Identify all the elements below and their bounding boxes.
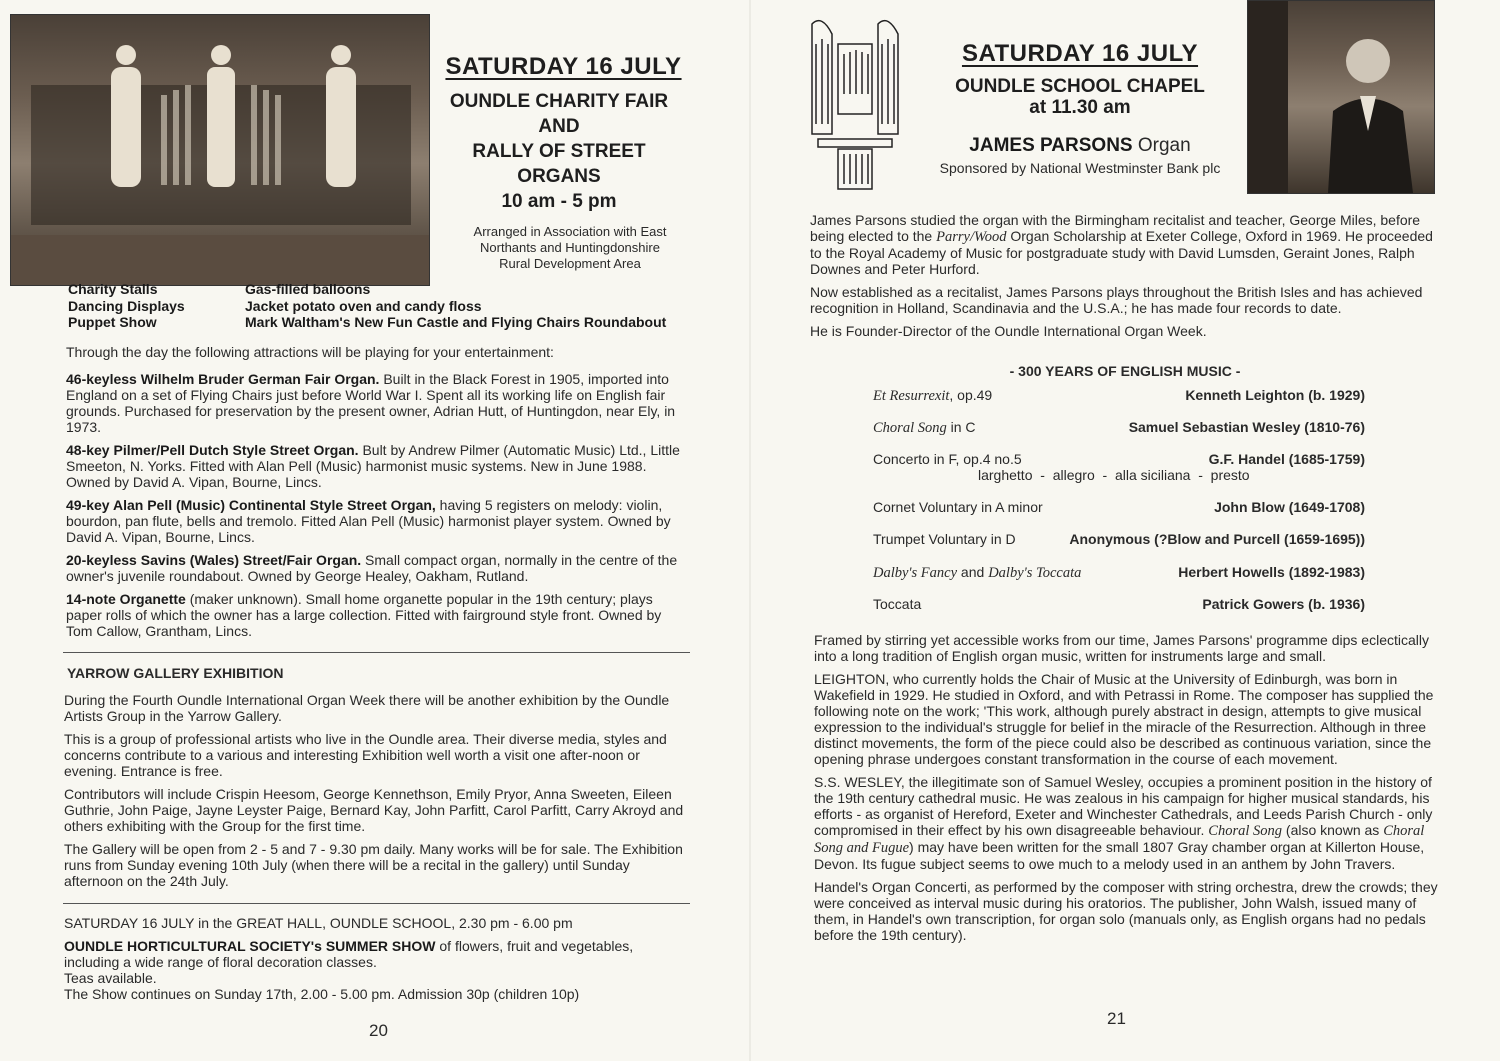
street-organ-photo — [10, 14, 430, 286]
title-line: AND — [538, 116, 580, 137]
venue-line: OUNDLE SCHOOL CHAPEL — [955, 76, 1205, 97]
performer-instrument: Organ — [1132, 135, 1191, 156]
show-text: of flowers, fruit and vegetables, including a wide range of floral decoration classes. — [64, 938, 634, 970]
teas-note: Teas available. — [64, 970, 157, 986]
show-description — [64, 938, 690, 970]
notes-text: (also known as — [1282, 822, 1384, 838]
section-divider — [63, 652, 690, 653]
attraction-item: Dancing Displays — [68, 297, 185, 314]
organ-name: 46-keyless Wilhelm Bruder German Fair Organ. — [66, 371, 380, 387]
work-title: Dalby's Toccata — [988, 565, 1082, 581]
bio-paragraph: He is Founder-Director of the Oundle International Organ Week. — [810, 323, 1207, 339]
work-title: Choral Song — [873, 420, 947, 436]
scholarship-name: Parry/Wood — [936, 229, 1007, 245]
organ-entry — [66, 591, 690, 639]
work-title: Concerto in F, op.4 no.5 — [873, 451, 1022, 467]
page-number: 20 — [369, 1021, 388, 1040]
venue-title — [930, 76, 1230, 118]
organ-entry — [66, 371, 690, 435]
left-date-heading: SATURDAY 16 JULY — [445, 53, 682, 80]
performer-photo — [1247, 0, 1435, 194]
work-title: Choral Song — [1208, 823, 1283, 839]
arranged-line: Northants and Huntingdonshire — [480, 240, 660, 255]
organ-entry — [66, 442, 690, 490]
section-divider — [63, 903, 690, 904]
work-title: Trumpet Voluntary in D — [873, 531, 1016, 547]
movements: larghetto - allegro - alla siciliana - presto — [978, 467, 1250, 483]
arranged-line: Rural Development Area — [499, 256, 641, 271]
yarrow-paragraph: This is a group of professional artists who live in the Oundle area. Their diverse media, styles and concerns contribute to a various and interesting Exhibition well worth a visit one after-noon or evening. Entrance is free. — [64, 731, 667, 779]
title-line: OUNDLE CHARITY FAIR — [449, 91, 669, 112]
title-line: RALLY OF STREET — [472, 141, 646, 162]
organ-case-drawing — [808, 14, 902, 192]
attraction-item: Mark Waltham's New Fun Castle and Flying Chairs Roundabout — [245, 314, 667, 330]
composer: Anonymous (?Blow and Purcell (1659-1695)) — [1069, 531, 1365, 547]
performer-name: JAMES PARSONS — [969, 135, 1133, 156]
street-organ-illustration — [11, 15, 429, 285]
right-date-heading: SATURDAY 16 JULY — [961, 40, 1199, 67]
programme-title: - 300 YEARS OF ENGLISH MUSIC - — [1009, 363, 1241, 379]
work-title-joiner: and — [957, 564, 989, 580]
organ-name: 20-keyless Savins (Wales) Street/Fair Organ. — [66, 552, 362, 568]
page-spine — [749, 0, 751, 1061]
horticultural-section — [64, 915, 690, 1002]
arranged-line: Arranged in Association with East — [473, 224, 667, 239]
work-title: Cornet Voluntary in A minor — [873, 499, 1043, 515]
organ-entry — [66, 497, 690, 545]
attractions-column-1 — [68, 281, 185, 331]
title-line: ORGANS — [517, 166, 601, 187]
composer: John Blow (1649-1708) — [1214, 499, 1365, 515]
attraction-item: Charity Stalls — [68, 281, 158, 297]
arranged-note — [445, 224, 695, 272]
attraction-item: Puppet Show — [68, 314, 157, 330]
organ-pipes-icon — [808, 14, 902, 192]
composer: Samuel Sebastian Wesley (1810-76) — [1128, 419, 1365, 435]
attractions-column-2 — [245, 281, 666, 331]
organ-description: Built in the Black Forest in 1905, imported into England on a set of Flying Chairs just before World War I. Spent all its working life on English fair grounds. Purchased for preservation by the present owner, Adrian Hutt, of Huntingdon, near Ely, in 1973. — [66, 371, 676, 435]
organ-entry — [66, 552, 690, 584]
organ-name: 49-key Alan Pell (Music) Continental Style Street Organ, — [66, 497, 436, 513]
bio-text: Organ Scholarship at Exeter College, Oxford in 1969. He proceeded to the Royal Academy of Music for postgraduate study with David Lumsden, Geraint Jones, Ralph Downes and Peter Hurford. — [810, 228, 1433, 277]
yarrow-section — [64, 692, 690, 896]
organ-description: Small compact organ, normally in the centre of the owner's juvenile roundabout. Owned by George Healey, Oakham, Rutland. — [66, 552, 678, 584]
venue-time: at 11.30 am — [1029, 97, 1131, 118]
show-name: OUNDLE HORTICULTURAL SOCIETY's SUMMER SHOW — [64, 938, 436, 954]
work-title: Choral Song and Fugue — [814, 823, 1425, 856]
composer: G.F. Handel (1685-1759) — [1208, 451, 1365, 467]
programme-item — [873, 451, 1365, 483]
programme-notes — [814, 632, 1439, 950]
notes-paragraph: LEIGHTON, who currently holds the Chair of Music at the University of Edinburgh, was born in Wakefield in 1929. He studied in Oxford, and with Petrassi in Rome. The composer has supplied the following note on the work; 'This work, although purely abstract in design, attempts to give musical expression to the individual's struggle for belief in the miracle of the Resurrection. Although in three distinct movements, the form of the piece could also be described as continuous variation, since the opening phrase undergoes constant transformation in the course of each movement. — [814, 671, 1434, 767]
work-title-suffix: , op.49 — [949, 387, 993, 403]
notes-text: ) may have been written for the small 1807 Gray chamber organ at Killerton House, Devon. Its fugue subject seems to owe much to a melody used in an anthem by John Travers. — [814, 839, 1425, 872]
page-number: 21 — [1107, 1009, 1126, 1028]
bio-paragraph — [810, 212, 1440, 277]
work-title-suffix: in C — [946, 419, 976, 435]
organ-description: (maker unknown). Small home organette popular in the 19th century; plays paper rolls of which the owner has a large collection. Fitted with fairground style front. Owned by Tom Callow, Grantham, Lincs. — [66, 591, 662, 639]
attraction-item: Jacket potato oven and candy floss — [245, 297, 482, 314]
composer: Kenneth Leighton (b. 1929) — [1185, 387, 1365, 403]
attraction-item: Gas-filled balloons — [245, 281, 371, 297]
yarrow-paragraph: During the Fourth Oundle International Organ Week there will be another exhibition by the Oundle Artists Group in the Yarrow Gallery. — [64, 692, 670, 724]
work-title: Dalby's Fancy — [873, 565, 958, 581]
organ-name: 48-key Pilmer/Pell Dutch Style Street Organ. — [66, 442, 359, 458]
event-time: 10 am - 5 pm — [501, 191, 617, 212]
organs-section — [66, 344, 690, 646]
sponsor: Sponsored by National Westminster Bank plc — [939, 160, 1221, 176]
yarrow-paragraph: Contributors will include Crispin Heesom, George Kennethson, Emily Pryor, Anna Sweeten, Eileen Guthrie, John Paige, Jayne Leyster Paige, Bernard Kay, John Parfitt, Carol Parfitt, Carry Akroyd and others exhibiting with the Group for the first time. — [64, 786, 684, 834]
notes-paragraph: Handel's Organ Concerti, as performed by the composer with string orchestra, drew the crowds; they were conceived as interval music during his oratorios. The publisher, John Walsh, issued many of them, in Handel's own transcription, for organ solo (manuals only, as English organs had no pedals before the 19th century). — [814, 879, 1438, 943]
charity-fair-title — [428, 89, 690, 214]
work-title: Toccata — [873, 596, 922, 612]
show-when: SATURDAY 16 JULY in the GREAT HALL, OUNDLE SCHOOL, 2.30 pm - 6.00 pm — [64, 915, 573, 931]
composer: Patrick Gowers (b. 1936) — [1202, 596, 1365, 612]
notes-text: S.S. WESLEY, the illegitimate son of Samuel Wesley, occupies a prominent position in the history of the 19th century cathedral music. He was zealous in his campaign for higher musical standards, his efforts - as organist of Hereford, Exeter and Winchester Cathedrals, and Leeds Parish Church - only compromised in their effect by his own disagreeable behaviour. — [814, 774, 1433, 838]
performer — [930, 135, 1230, 157]
organ-name: 14-note Organette — [66, 591, 186, 607]
organ-description: having 5 registers on melody: violin, bourdon, pan flute, bells and tremolo. Fitted Alan Pell (Music) harmonist player system. Owned by David A. Vipan, Bourne, Lincs. — [66, 497, 671, 545]
bio-paragraph: Now established as a recitalist, James Parsons plays throughout the British Isles and has achieved recognition in Holland, Scandinavia and the U.S.A.; he has made four records to date. — [810, 284, 1423, 316]
work-title: Et Resurrexit — [873, 388, 950, 404]
bio-section — [810, 212, 1440, 346]
bio-text: James Parsons studied the organ with the Birmingham recitalist and teacher, George Miles, before being elected to the — [810, 212, 1421, 244]
yarrow-paragraph: The Gallery will be open from 2 - 5 and 7 - 9.30 pm daily. Many works will be for sale. The Exhibition runs from Sunday evening 10th July (when there will be a recital in the gallery) until Sunday afternoon on the 24th July. — [64, 841, 683, 889]
composer: Herbert Howells (1892-1983) — [1178, 564, 1365, 580]
notes-paragraph: Framed by stirring yet accessible works from our time, James Parsons' programme dips eclectically into a long tradition of English organ music, written for instruments large and small. — [814, 632, 1429, 664]
performer-portrait — [1248, 1, 1434, 193]
organs-intro: Through the day the following attractions will be playing for your entertainment: — [66, 344, 554, 360]
organ-description: Bult by Andrew Pilmer (Automatic Music) Ltd., Little Smeeton, N. Yorks. Fitted with Alan Pell (Music) harmonist music systems. New in June 1988. Owned by David A. Vipan, Bourne, Lincs. — [66, 442, 680, 490]
notes-paragraph — [814, 774, 1439, 872]
yarrow-heading: YARROW GALLERY EXHIBITION — [67, 665, 284, 681]
show-continues: The Show continues on Sunday 17th, 2.00 - 5.00 pm. Admission 30p (children 10p) — [64, 986, 580, 1002]
